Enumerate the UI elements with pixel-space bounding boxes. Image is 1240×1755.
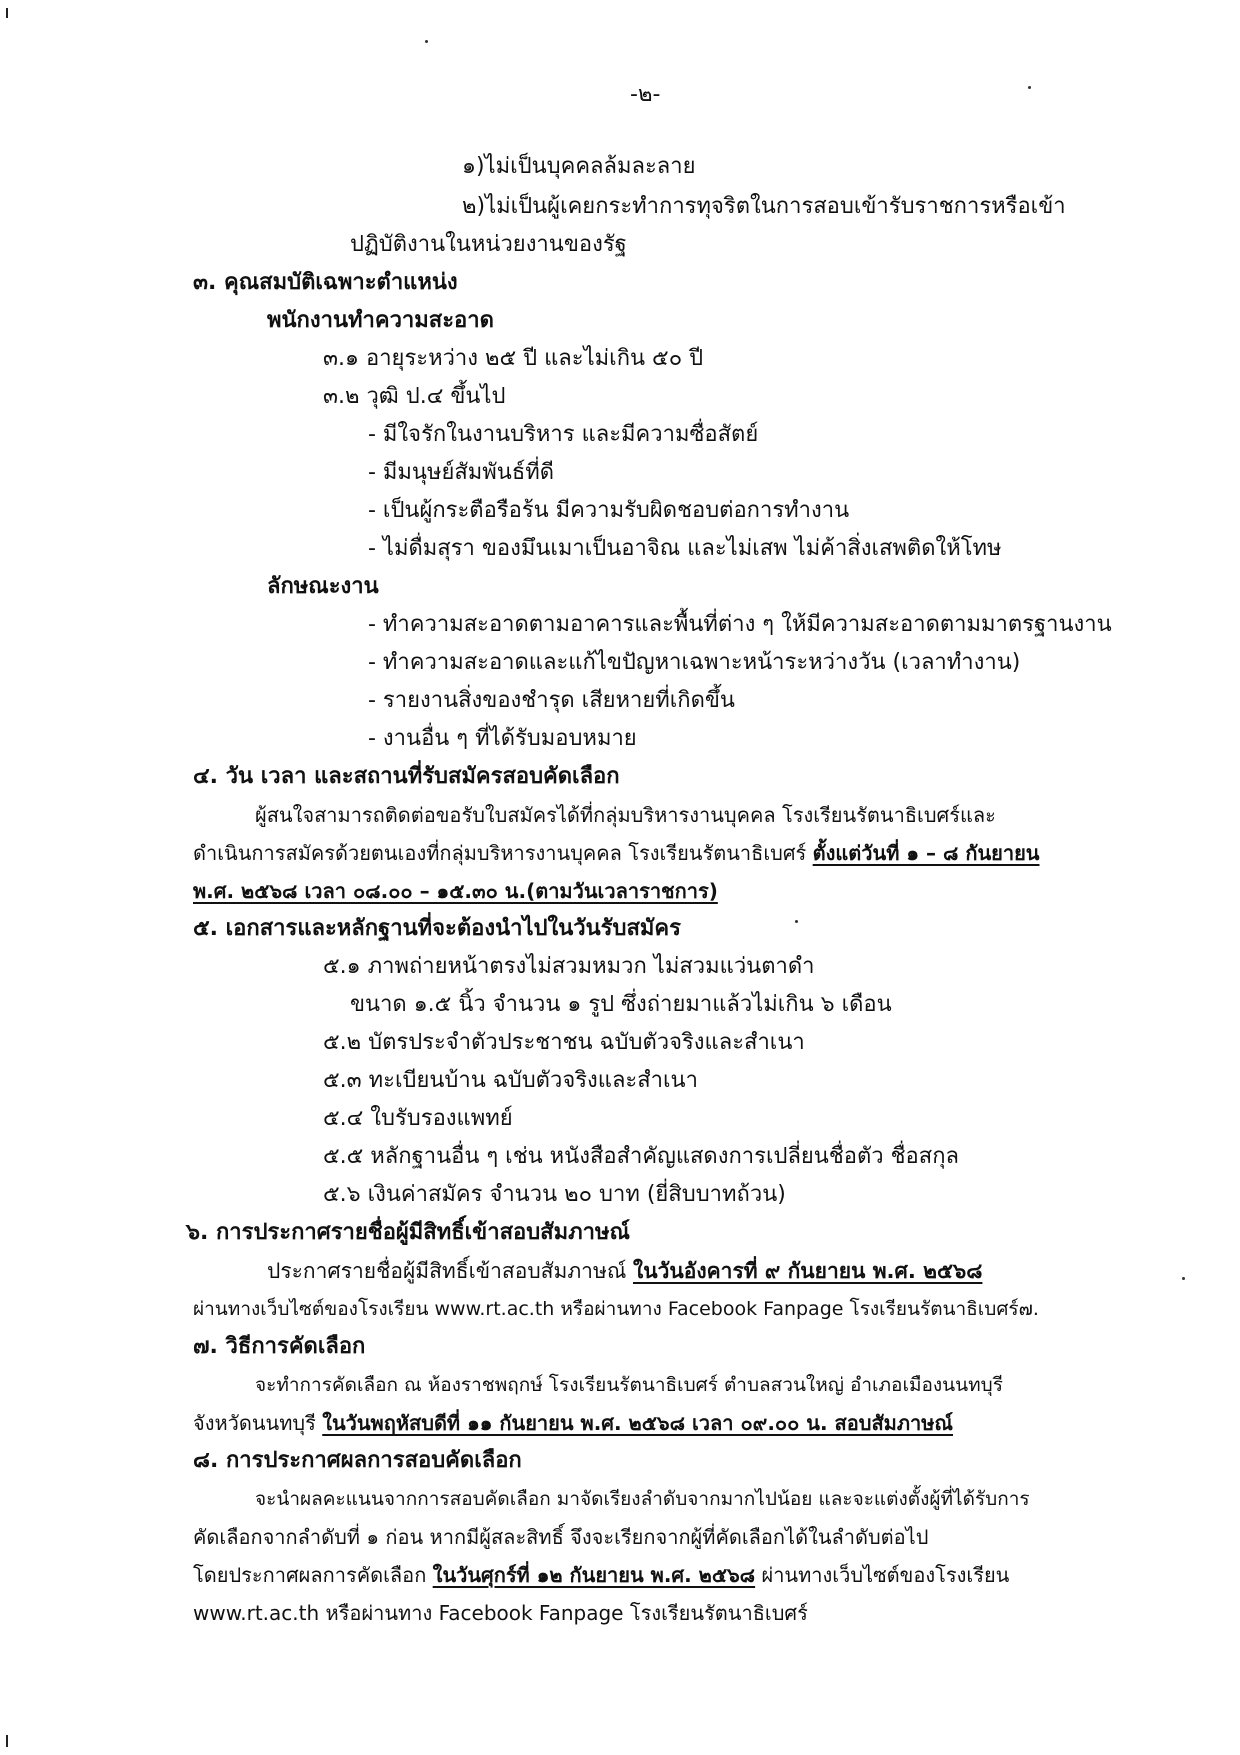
qualification-education: ๓.๒ วุฒิ ป.๔ ขึ้นไป <box>323 384 506 409</box>
trait-item: - มีใจรักในงานบริหาร และมีความซื่อสัตย์ <box>368 422 759 447</box>
document-item: ๕.๔ ใบรับรองแพทย์ <box>323 1106 513 1131</box>
duty-item: - ทำความสะอาดและแก้ไขปัญหาเฉพาะหน้าระหว่างวัน (เวลาทำงาน) <box>368 650 1021 675</box>
position-title: พนักงานทำความสะอาด <box>267 308 494 333</box>
qualification-item-2-cont: ปฏิบัติงานในหน่วยงานของรัฐ <box>350 232 627 257</box>
result-announcement-line <box>193 1560 1009 1590</box>
result-announcement-date: ในวันศุกร์ที่ ๑๒ กันยายน พ.ศ. ๒๕๖๘ <box>432 1563 756 1587</box>
selection-method-line: จะทำการคัดเลือก ณ ห้องราชพฤกษ์ โรงเรียนรัตนาธิเบศร์ ตำบลสวนใหญ่ อำเภอเมืองนนทบุรี <box>255 1374 1003 1396</box>
result-announcement-line: จะนำผลคะแนนจากการสอบคัดเลือก มาจัดเรียงลำดับจากมากไปน้อย และจะแต่งตั้งผู้ที่ได้รับการ <box>255 1488 1030 1510</box>
qualification-age: ๓.๑ อายุระหว่าง ๒๕ ปี และไม่เกิน ๕๐ ปี <box>323 346 704 371</box>
document-item: ๕.๕ หลักฐานอื่น ๆ เช่น หนังสือสำคัญแสดงการเปลี่ยนชื่อตัว ชื่อสกุล <box>323 1144 960 1169</box>
scan-speck <box>795 920 798 923</box>
interview-announcement-channel: ผ่านทางเว็บไซต์ของโรงเรียน www.rt.ac.th หรือผ่านทาง Facebook Fanpage โรงเรียนรัตนาธิเบศร์๗. <box>193 1298 1039 1320</box>
qualification-item-2: ๒)ไม่เป็นผู้เคยกระทำการทุจริตในการสอบเข้ารับราชการหรือเข้า <box>462 194 1066 219</box>
interview-date: ในวันพฤหัสบดีที่ ๑๑ กันยายน พ.ศ. ๒๕๖๘ เวลา ๐๙.๐๐ น. สอบสัมภาษณ์ <box>322 1411 953 1435</box>
document-item-cont: ขนาด ๑.๕ นิ้ว จำนวน ๑ รูป ซึ่งถ่ายมาแล้วไม่เกิน ๖ เดือน <box>350 992 892 1017</box>
duty-item: - ทำความสะอาดตามอาคารและพื้นที่ต่าง ๆ ให้มีความสะอาดตามมาตรฐานงาน <box>368 612 1112 637</box>
selection-province: จังหวัดนนทบุรี <box>193 1411 323 1435</box>
section-5-heading: ๕. เอกสารและหลักฐานที่จะต้องนำไปในวันรับสมัคร <box>193 916 681 941</box>
section-4-heading: ๔. วัน เวลา และสถานที่รับสมัครสอบคัดเลือก <box>193 764 620 789</box>
application-info-line <box>193 838 1039 868</box>
interview-announcement-date: ในวันอังคารที่ ๙ กันยายน พ.ศ. ๒๕๖๘ <box>632 1259 983 1283</box>
application-info-text: ดำเนินการสมัครด้วยตนเองที่กลุ่มบริหารงานบุคคล โรงเรียนรัตนาธิเบศร์ <box>193 841 813 865</box>
job-description-heading: ลักษณะงาน <box>267 574 379 599</box>
section-8-heading: ๘. การประกาศผลการสอบคัดเลือก <box>193 1448 522 1473</box>
section-7-heading: ๗. วิธีการคัดเลือก <box>193 1334 366 1359</box>
scan-speck <box>425 40 428 43</box>
result-announcement-website: www.rt.ac.th หรือผ่านทาง Facebook Fanpage โรงเรียนรัตนาธิเบศร์ <box>193 1601 808 1625</box>
result-announcement-line: คัดเลือกจากลำดับที่ ๑ ก่อน หากมีผู้สละสิทธิ์ จึงจะเรียกจากผู้ที่คัดเลือกได้ในลำดับต่อไป <box>193 1525 929 1549</box>
qualification-item-1: ๑)ไม่เป็นบุคคลล้มละลาย <box>462 154 696 179</box>
document-item: ๕.๑ ภาพถ่ายหน้าตรงไม่สวมหมวก ไม่สวมแว่นตาดำ <box>323 954 815 979</box>
duty-item: - รายงานสิ่งของชำรุด เสียหายที่เกิดขึ้น <box>368 688 735 713</box>
scan-edge-mark-top <box>6 8 8 18</box>
result-announcement-text: โดยประกาศผลการคัดเลือก <box>193 1563 433 1587</box>
trait-item: - มีมนุษย์สัมพันธ์ที่ดี <box>368 460 555 485</box>
section-6-heading: ๖. การประกาศรายชื่อผู้มีสิทธิ์เข้าสอบสัมภาษณ์ <box>186 1220 630 1245</box>
application-info-line: ผู้สนใจสามารถติดต่อขอรับใบสมัครได้ที่กลุ่มบริหารงานบุคคล โรงเรียนรัตนาธิเบศร์และ <box>255 803 996 827</box>
scan-edge-mark-bottom <box>6 1735 8 1747</box>
selection-method-line <box>193 1408 953 1438</box>
duty-item: - งานอื่น ๆ ที่ได้รับมอบหมาย <box>368 726 637 751</box>
interview-announcement-line <box>267 1256 982 1286</box>
trait-item: - ไม่ดื่มสุรา ของมึนเมาเป็นอาจิณ และไม่เสพ ไม่ค้าสิ่งเสพติดให้โทษ <box>368 536 1002 561</box>
document-item: ๕.๖ เงินค่าสมัคร จำนวน ๒๐ บาท (ยี่สิบบาทถ้วน) <box>323 1182 786 1207</box>
interview-announcement-text: ประกาศรายชื่อผู้มีสิทธิ์เข้าสอบสัมภาษณ์ <box>267 1259 633 1283</box>
scan-speck <box>1028 86 1031 89</box>
document-item: ๕.๓ ทะเบียนบ้าน ฉบับตัวจริงและสำเนา <box>323 1068 698 1093</box>
scan-speck <box>1182 1277 1185 1280</box>
document-item: ๕.๒ บัตรประจำตัวประชาชน ฉบับตัวจริงและสำเนา <box>323 1030 805 1055</box>
application-time: พ.ศ. ๒๕๖๘ เวลา ๐๘.๐๐ – ๑๕.๓๐ น.(ตามวันเวลาราชการ) <box>193 879 718 903</box>
result-announcement-channel: ผ่านทางเว็บไซต์ของโรงเรียน <box>755 1563 1010 1587</box>
section-3-heading: ๓. คุณสมบัติเฉพาะตำแหน่ง <box>193 270 458 295</box>
application-date-range: ตั้งแต่วันที่ ๑ – ๘ กันยายน <box>812 841 1040 865</box>
page-number: -๒- <box>630 82 661 107</box>
trait-item: - เป็นผู้กระตือรือร้น มีความรับผิดชอบต่อการทำงาน <box>368 498 850 523</box>
